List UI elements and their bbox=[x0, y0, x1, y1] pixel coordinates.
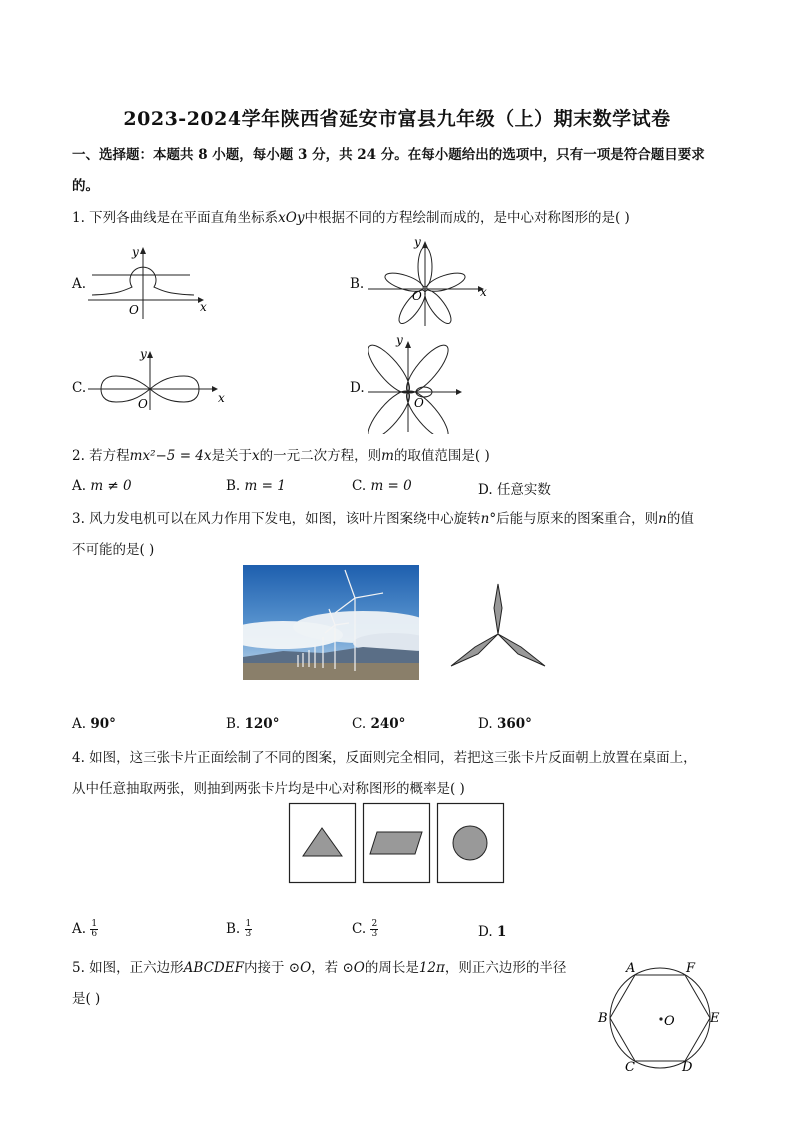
x-label: x bbox=[200, 300, 207, 314]
y-label: y bbox=[140, 347, 147, 361]
q5-hexagon-figure bbox=[594, 958, 724, 1076]
q5-stem-line2: 是( ) bbox=[72, 991, 101, 1007]
q2-equation: mx²−5 = 4x bbox=[129, 448, 212, 464]
q3-option-a: A. 90° bbox=[72, 716, 116, 732]
wind-turbine-photo bbox=[243, 565, 419, 680]
q2-option-a: A. m ≠ 0 bbox=[72, 478, 132, 494]
y-arrow-icon bbox=[147, 351, 153, 358]
x-label: x bbox=[480, 285, 487, 299]
q3-stem-line1: 3. 风力发电机可以在风力作用下发电，如图，该叶片图案绕中心旋转n°后能与原来的图案重合，则n的值 bbox=[72, 511, 694, 527]
vertex-b: B bbox=[598, 1011, 608, 1026]
petal-curve bbox=[368, 340, 454, 434]
blade-pattern bbox=[448, 582, 550, 672]
q2-option-d: D. 任意实数 bbox=[478, 482, 551, 498]
q1-option-c-label: C. bbox=[72, 380, 87, 396]
y-label: y bbox=[396, 334, 403, 347]
q2-stem-mid2: 的一元二次方程，则 bbox=[259, 448, 382, 464]
q4-stem-line2: 从中任意抽取两张，则抽到两张卡片均是中心对称图形的概率是( ) bbox=[72, 781, 465, 797]
q4-cards bbox=[288, 802, 506, 884]
q3-option-d: D. 360° bbox=[478, 716, 532, 732]
q2-stem-pre: 2. 若方程 bbox=[72, 448, 130, 464]
center-label: O bbox=[664, 1014, 675, 1029]
q3-option-b: B. 120° bbox=[226, 716, 280, 732]
q2-var-x: x bbox=[252, 448, 260, 464]
q1-option-c-graph bbox=[88, 346, 233, 412]
q4-option-d: D. 1 bbox=[478, 924, 507, 940]
center-dot bbox=[659, 1017, 662, 1020]
q1-option-b-label: B. bbox=[350, 276, 365, 292]
q3-option-c: C. 240° bbox=[352, 716, 406, 732]
section-heading-cont: 的。 bbox=[72, 178, 99, 194]
vertex-d: D bbox=[682, 1060, 693, 1075]
q2-var-m: m bbox=[381, 448, 394, 464]
q1-option-d-label: D. bbox=[350, 380, 365, 396]
card-parallelogram bbox=[364, 804, 430, 883]
q2-stem-mid: 是关于 bbox=[211, 448, 252, 464]
q1-stem-pre: 1. 下列各曲线是在平面直角坐标系 bbox=[72, 210, 279, 226]
vertex-e: E bbox=[710, 1011, 720, 1026]
origin-label: O bbox=[412, 289, 422, 303]
q1-stem-post: 中根据不同的方程绘制而成的，是中心对称图形的是( ) bbox=[304, 210, 630, 226]
y-label: y bbox=[132, 245, 139, 259]
q5-stem-line1: 5. 如图，正六边形ABCDEF内接于 ⊙O，若 ⊙O的周长是12π，则正六边形的半径 bbox=[72, 960, 567, 976]
q1-option-b-graph bbox=[368, 236, 493, 328]
q2-option-b: B. m = 1 bbox=[226, 478, 286, 494]
q1-option-d-graph bbox=[368, 334, 478, 434]
q4-stem-line1: 4. 如图，这三张卡片正面绘制了不同的图案，反面则完全相同，若把这三张卡片反面朝上放置在桌面上， bbox=[72, 750, 697, 766]
origin-label: O bbox=[129, 303, 139, 317]
q2-stem-post: 的取值范围是( ) bbox=[393, 448, 490, 464]
page-title: 2023-2024学年陕西省延安市富县九年级（上）期末数学试卷 bbox=[123, 108, 671, 130]
y-arrow-icon bbox=[405, 341, 411, 348]
origin-label: O bbox=[138, 397, 148, 411]
vertex-a: A bbox=[626, 961, 636, 976]
q4-option-c: C. $\frac{2}{3}$ bbox=[352, 919, 378, 939]
q1-stem bbox=[72, 208, 630, 228]
card-triangle bbox=[290, 804, 356, 883]
q4-option-a: A. $\frac{1}{6}$ bbox=[72, 919, 98, 939]
q2-stem bbox=[72, 446, 490, 466]
x-arrow-icon bbox=[456, 389, 462, 395]
q3-stem-line2: 不可能的是( ) bbox=[72, 542, 155, 558]
x-label: x bbox=[218, 391, 225, 405]
q4-option-b: B. $\frac{1}{3}$ bbox=[226, 919, 252, 939]
y-arrow-icon bbox=[140, 247, 146, 254]
q2-option-c: C. m = 0 bbox=[352, 478, 412, 494]
vertex-f: F bbox=[686, 961, 696, 976]
q1-stem-math: xOy bbox=[278, 210, 305, 226]
q1-option-a-label: A. bbox=[72, 276, 87, 292]
origin-label: O bbox=[414, 396, 424, 410]
vertex-c: C bbox=[625, 1060, 635, 1075]
y-label: y bbox=[414, 236, 421, 249]
card-circle bbox=[438, 804, 504, 883]
section-heading: 一、选择题：本题共 8 小题，每小题 3 分，共 24 分。在每小题给出的选项中，只有一项是符合题目要求 bbox=[72, 147, 705, 163]
q1-option-a-graph bbox=[88, 244, 213, 320]
